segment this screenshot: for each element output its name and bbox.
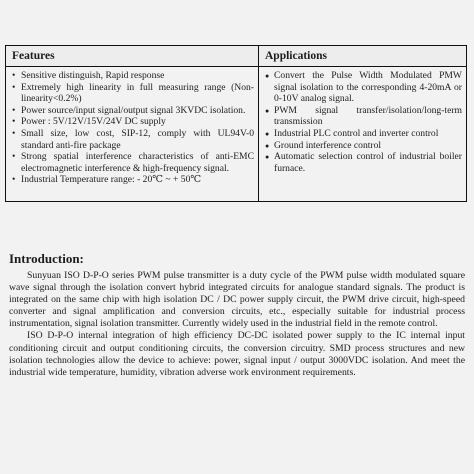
table-header-row bbox=[6, 46, 466, 67]
feature-item: • Power source/input signal/output signal 3KVDC isolation. bbox=[12, 105, 254, 117]
features-header: Features bbox=[6, 46, 259, 66]
introduction-body bbox=[9, 270, 465, 379]
feature-item: • Extremely high linearity in full measuring range (Non-linearity<0.2%) bbox=[12, 82, 254, 105]
applications-cell bbox=[259, 67, 466, 201]
feature-item: • Sensitive distinguish, Rapid response bbox=[12, 70, 254, 82]
introduction-paragraph: ISO D-P-O internal integration of high efficiency DC-DC isolated power supply to the IC internal input conditioning circuit and output conditioning circuits, the conversion circuitry. SMD process structures and new isolation technologies allow the device to achieve: power, signal input / output 3000VDC isolation. And meet the industrial wide temperature, humidity, vibration adverse work environment requirements. bbox=[9, 330, 465, 378]
applications-header: Applications bbox=[265, 50, 327, 62]
table-body-row bbox=[6, 67, 466, 201]
feature-item: • Industrial Temperature range: - 20℃ ~ + 50℃ bbox=[12, 174, 254, 186]
features-cell bbox=[6, 67, 259, 201]
introduction-paragraph: Sunyuan ISO D-P-O series PWM pulse transmitter is a duty cycle of the PWM pulse width modulated square wave signal through the isolation convert hybrid integrated circuits for analogue standard signals. The product is integrated on the same chip with high isolation DC / DC power supply circuit, the PWM drive circuit, high-speed converter and signal amplification and conversion circuits, etc., especially suitable for industrial process instrumentation, signal isolation transmitter. Currently widely used in the industrial field in the remote control. bbox=[9, 270, 465, 330]
introduction-title: Introduction: bbox=[9, 251, 84, 266]
feature-item: • Power : 5V/12V/15V/24V DC supply bbox=[12, 116, 254, 128]
feature-item: • Small size, low cost, SIP-12, comply with UL94V-0 standard anti-fire package bbox=[12, 128, 254, 151]
application-item: ● Industrial PLC control and inverter control bbox=[265, 128, 462, 140]
application-item: ● Convert the Pulse Width Modulated PMW signal isolation to the corresponding 4-20mA or 0-10V analog signal. bbox=[265, 70, 462, 105]
application-item: ● Ground interference control bbox=[265, 140, 462, 152]
features-list bbox=[6, 67, 258, 186]
feature-item: • Strong spatial interference characteristics of anti-EMC electromagnetic interference & high-frequency signal. bbox=[12, 151, 254, 174]
application-item: ● PWM signal transfer/isolation/long-term transmission bbox=[265, 105, 462, 128]
features-applications-table bbox=[5, 45, 467, 202]
application-item: ● Automatic selection control of industrial boiler furnace. bbox=[265, 151, 462, 174]
applications-list bbox=[259, 67, 466, 174]
